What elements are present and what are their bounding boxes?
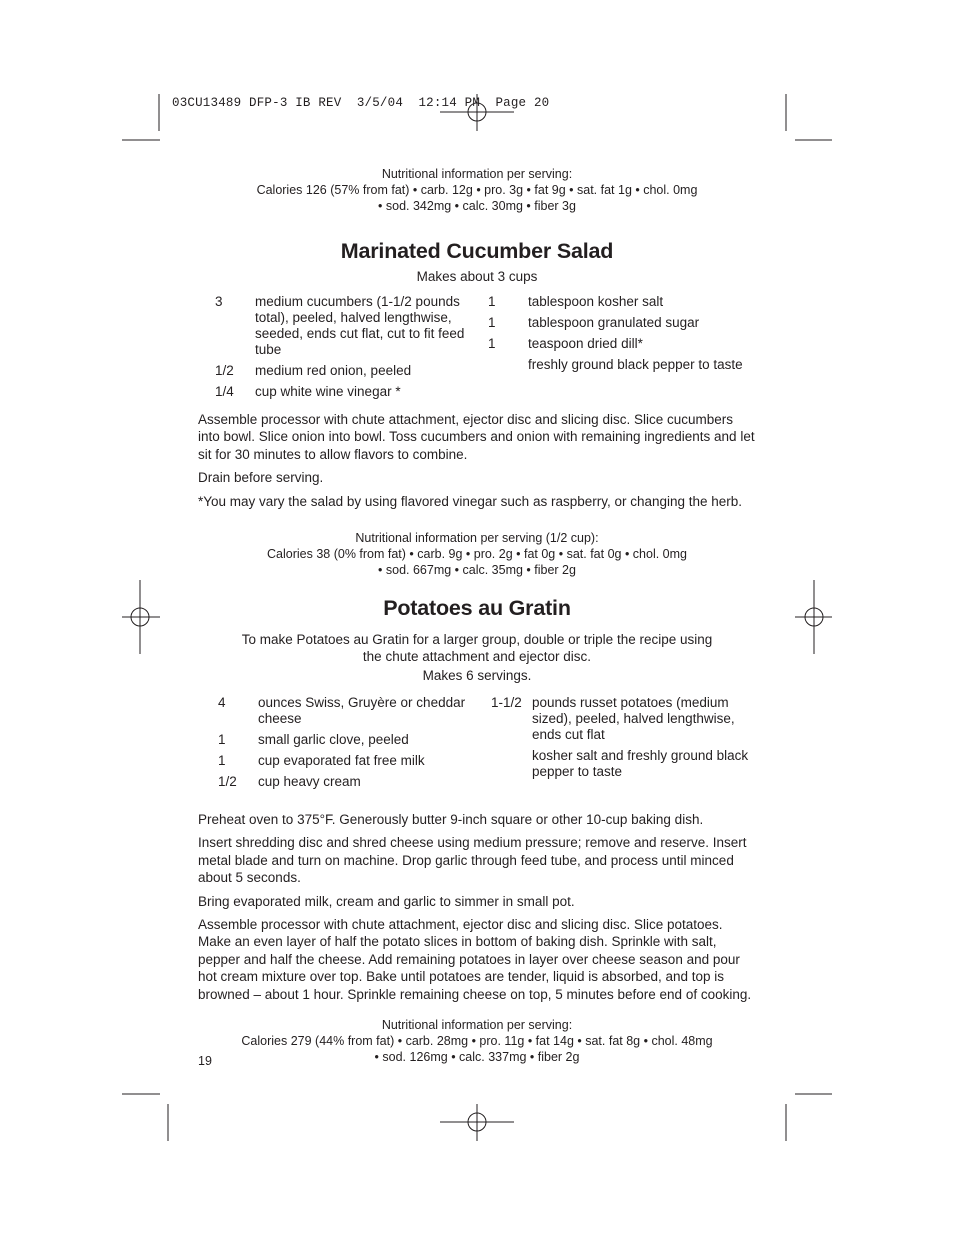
- ingredient-qty: 3: [215, 294, 223, 309]
- cucumber-ingredients-right: [488, 294, 758, 378]
- gratin-directions: [198, 811, 758, 1009]
- ingredient-qty: 1/2: [218, 774, 237, 789]
- recipe-yield-gratin: Makes 6 servings.: [422, 668, 532, 683]
- ingredient-qty: 1: [488, 294, 496, 309]
- nutrition-heading: Nutritional information per serving:: [381, 1018, 573, 1032]
- intro-line-2: the chute attachment and ejector disc.: [362, 649, 592, 664]
- ingredient-text: cup evaporated fat free milk: [258, 753, 425, 768]
- page-number: 19: [198, 1054, 212, 1068]
- recipe-intro-gratin: [150, 631, 804, 665]
- ingredient-text: tablespoon granulated sugar: [528, 315, 700, 330]
- cucumber-ingredients-left: [215, 294, 465, 405]
- ingredient-row: [488, 357, 758, 373]
- top-nutrition: [150, 166, 804, 214]
- ingredient-row: [218, 774, 468, 790]
- direction-paragraph: Bring evaporated milk, cream and garlic to simmer in small pot.: [198, 893, 575, 909]
- ingredient-row: [218, 753, 468, 769]
- direction-paragraph: *You may vary the salad by using flavored vinegar such as raspberry, or changing the herb.: [198, 493, 743, 509]
- nutrition-heading: Nutritional information per serving:: [381, 167, 573, 181]
- nutrition-line-2: • sod. 126mg • calc. 337mg • fiber 2g: [374, 1050, 580, 1064]
- direction-paragraph: Preheat oven to 375°F. Generously butter 9-inch square or other 10-cup baking dish.: [198, 812, 704, 827]
- intro-line-1: To make Potatoes au Gratin for a larger group, double or triple the recipe using: [241, 632, 713, 647]
- ingredient-row: [491, 695, 751, 743]
- ingredient-row: [218, 695, 468, 727]
- ingredient-row: [488, 315, 758, 331]
- ingredient-text: small garlic clove, peeled: [258, 732, 409, 747]
- ingredient-qty: 1: [218, 753, 226, 768]
- cucumber-nutrition: [150, 530, 804, 578]
- nutrition-line-1: Calories 279 (44% from fat) • carb. 28mg • pro. 11g • fat 14g • sat. fat 8g • chol. 48mg: [241, 1034, 713, 1048]
- ingredient-text: kosher salt and freshly ground black pepper to taste: [532, 748, 749, 779]
- ingredient-qty: 1: [488, 336, 496, 351]
- ingredient-text: medium cucumbers (1-1/2 pounds total), peeled, halved lengthwise, seeded, ends cut flat, cut to fit feed tube: [255, 294, 465, 357]
- ingredient-qty: 1-1/2: [491, 695, 522, 710]
- ingredient-row: [218, 732, 468, 748]
- ingredient-qty: 4: [218, 695, 226, 710]
- nutrition-line-1: Calories 126 (57% from fat) • carb. 12g • pro. 3g • fat 9g • sat. fat 1g • chol. 0mg: [256, 183, 698, 197]
- recipe-yield-cucumber: Makes about 3 cups: [416, 269, 538, 284]
- ingredient-row: [215, 294, 465, 358]
- ingredient-qty: 1/4: [215, 384, 234, 399]
- ingredient-text: ounces Swiss, Gruyère or cheddar cheese: [258, 695, 466, 726]
- ingredient-qty: 1: [488, 315, 496, 330]
- nutrition-line-2: • sod. 667mg • calc. 35mg • fiber 2g: [378, 563, 576, 577]
- direction-paragraph: Assemble processor with chute attachment, ejector disc and slicing disc. Slice cucumbers into bowl. Slice onion into bowl. Toss cucumbers and onion with remaining ingredients and let sit for 30 minutes to allow flavors to combine.: [198, 412, 755, 462]
- gratin-nutrition: [150, 1017, 804, 1065]
- ingredient-text: cup white wine vinegar *: [255, 384, 401, 399]
- ingredient-text: teaspoon dried dill*: [528, 336, 643, 351]
- ingredient-row: [215, 384, 465, 400]
- gratin-ingredients-right: [491, 695, 751, 785]
- ingredient-qty: [491, 748, 532, 780]
- ingredient-text: tablespoon kosher salt: [528, 294, 664, 309]
- ingredient-row: [488, 336, 758, 352]
- ingredient-row: [491, 748, 751, 780]
- direction-paragraph: Insert shredding disc and shred cheese using medium pressure; remove and reserve. Insert metal blade and turn on machine. Drop garlic through feed tube, and process until minced about 5 seconds.: [198, 835, 747, 886]
- ingredient-text: cup heavy cream: [258, 774, 361, 789]
- nutrition-line-2: • sod. 342mg • calc. 30mg • fiber 3g: [378, 199, 576, 213]
- nutrition-heading: Nutritional information per serving (1/2 cup):: [355, 531, 599, 545]
- ingredient-qty: [488, 357, 528, 373]
- recipe-title-gratin: Potatoes au Gratin: [383, 596, 571, 620]
- recipe-title-cucumber: Marinated Cucumber Salad: [340, 239, 614, 263]
- ingredient-row: [215, 363, 465, 379]
- nutrition-line-1: Calories 38 (0% from fat) • carb. 9g • pro. 2g • fat 0g • sat. fat 0g • chol. 0mg: [267, 547, 687, 561]
- direction-paragraph: Drain before serving.: [198, 470, 324, 486]
- cucumber-directions: [198, 411, 758, 516]
- registration-mark-bottom: [440, 1104, 514, 1141]
- ingredient-row: [488, 294, 758, 310]
- printer-slug: 03CU13489 DFP-3 IB REV 3/5/04 12:14 PM Page 20: [172, 96, 550, 110]
- ingredient-text: freshly ground black pepper to taste: [528, 357, 743, 372]
- ingredient-qty: 1/2: [215, 363, 234, 378]
- ingredient-text: medium red onion, peeled: [255, 363, 412, 378]
- ingredient-text: pounds russet potatoes (medium sized), peeled, halved lengthwise, ends cut flat: [532, 695, 735, 742]
- ingredient-qty: 1: [218, 732, 226, 747]
- direction-paragraph: Assemble processor with chute attachment, ejector disc and slicing disc. Slice potatoes. Make an even layer of half the potato slices in bottom of baking dish. Sprinkle with salt, pepper and half the cheese. Add remaining potatoes in layer over cheese season and pour hot cream mixture over top. Bake until potatoes are tender, liquid is absorbed, and top is browned – about 1 hour. Sprinkle remaining cheese on top, 5 minutes before end of cooking.: [198, 917, 752, 1002]
- gratin-ingredients-left: [218, 695, 468, 795]
